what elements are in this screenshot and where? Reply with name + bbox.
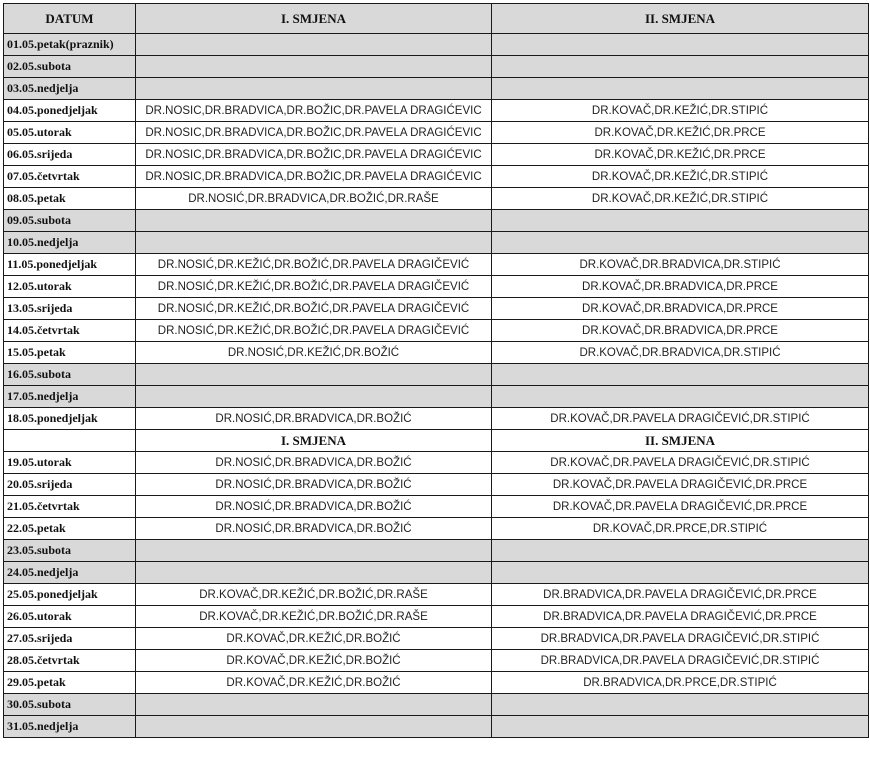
schedule-row (4, 628, 869, 650)
shift-2-cell: DR.BRADVICA,DR.PAVELA DRAGIČEVIĆ,DR.PRCE (492, 584, 869, 606)
shift-2-cell: DR.KOVAČ,DR.BRADVICA,DR.STIPIĆ (492, 342, 869, 364)
date-cell: 26.05.utorak (4, 606, 136, 628)
date-cell: 13.05.srijeda (4, 298, 136, 320)
shift-1-cell (136, 386, 492, 408)
shift-1-cell (136, 210, 492, 232)
header-row (4, 4, 869, 34)
schedule-row (4, 386, 869, 408)
schedule-row (4, 342, 869, 364)
date-cell: 03.05.nedjelja (4, 78, 136, 100)
shift-2-cell (492, 562, 869, 584)
subheader-body (4, 430, 869, 452)
header-datum: DATUM (4, 4, 136, 34)
shift-1-cell: DR.NOSIĆ,DR.BRADVICA,DR.BOŽIĆ (136, 518, 492, 540)
schedule-row (4, 584, 869, 606)
date-cell: 05.05.utorak (4, 122, 136, 144)
shift-1-cell: DR.NOSIC,DR.BRADVICA,DR.BOŽIC,DR.PAVELA DRAGIĆEVIC (136, 144, 492, 166)
shift-1-cell: DR.KOVAČ,DR.KEŽIĆ,DR.BOŽIĆ (136, 672, 492, 694)
shift-1-cell: DR.NOSIC,DR.BRADVICA,DR.BOŽIC,DR.PAVELA DRAGIĆEVIC (136, 166, 492, 188)
date-cell: 23.05.subota (4, 540, 136, 562)
shift-1-cell: DR.KOVAČ,DR.KEŽIĆ,DR.BOŽIĆ,DR.RAŠE (136, 606, 492, 628)
shift-2-cell: DR.BRADVICA,DR.PAVELA DRAGIČEVIĆ,DR.STIPIĆ (492, 650, 869, 672)
schedule-row (4, 298, 869, 320)
shift-2-cell: DR.KOVAČ,DR.PAVELA DRAGIČEVIĆ,DR.STIPIĆ (492, 408, 869, 430)
date-cell: 30.05.subota (4, 694, 136, 716)
date-cell: 17.05.nedjelja (4, 386, 136, 408)
shift-1-cell (136, 364, 492, 386)
header-shift-2: II. SMJENA (492, 4, 869, 34)
date-cell: 10.05.nedjelja (4, 232, 136, 254)
schedule-row (4, 408, 869, 430)
shift-1-cell (136, 56, 492, 78)
schedule-row (4, 716, 869, 738)
schedule-row (4, 496, 869, 518)
shift-2-cell: DR.KOVAČ,DR.KEŽIĆ,DR.STIPIĆ (492, 188, 869, 210)
schedule-row (4, 540, 869, 562)
date-cell: 07.05.četvrtak (4, 166, 136, 188)
schedule-row (4, 320, 869, 342)
shift-2-cell: DR.BRADVICA,DR.PAVELA DRAGIČEVIĆ,DR.STIPIĆ (492, 628, 869, 650)
date-cell: 31.05.nedjelja (4, 716, 136, 738)
shift-2-cell: DR.KOVAČ,DR.BRADVICA,DR.PRCE (492, 298, 869, 320)
date-cell: 02.05.subota (4, 56, 136, 78)
shift-2-cell: DR.KOVAČ,DR.PAVELA DRAGIČEVIĆ,DR.PRCE (492, 474, 869, 496)
date-cell: 09.05.subota (4, 210, 136, 232)
schedule-row (4, 144, 869, 166)
date-cell: 22.05.petak (4, 518, 136, 540)
schedule-row (4, 210, 869, 232)
schedule-row (4, 34, 869, 56)
date-cell: 16.05.subota (4, 364, 136, 386)
shift-1-cell: DR.NOSIC,DR.BRADVICA,DR.BOŽIC,DR.PAVELA DRAGIĆEVIC (136, 100, 492, 122)
shift-1-cell (136, 232, 492, 254)
date-cell: 12.05.utorak (4, 276, 136, 298)
shift-1-cell: DR.KOVAČ,DR.KEŽIĆ,DR.BOŽIĆ (136, 628, 492, 650)
date-cell: 25.05.ponedjeljak (4, 584, 136, 606)
shift-2-cell: DR.KOVAČ,DR.KEŽIĆ,DR.PRCE (492, 122, 869, 144)
date-cell: 11.05.ponedjeljak (4, 254, 136, 276)
date-cell: 19.05.utorak (4, 452, 136, 474)
shift-1-cell: DR.KOVAČ,DR.KEŽIĆ,DR.BOŽIĆ (136, 650, 492, 672)
shift-1-cell: DR.NOSIĆ,DR.BRADVICA,DR.BOŽIĆ (136, 452, 492, 474)
schedule-row (4, 166, 869, 188)
shift-1-cell (136, 562, 492, 584)
subheader-row (4, 430, 869, 452)
shift-1-cell: DR.KOVAČ,DR.KEŽIĆ,DR.BOŽIĆ,DR.RAŠE (136, 584, 492, 606)
shift-1-cell: DR.NOSIĆ,DR.KEŽIĆ,DR.BOŽIĆ,DR.PAVELA DRAGIČEVIĆ (136, 298, 492, 320)
date-cell: 08.05.petak (4, 188, 136, 210)
shift-2-cell: DR.KOVAČ,DR.PAVELA DRAGIČEVIĆ,DR.STIPIĆ (492, 452, 869, 474)
shift-1-cell (136, 34, 492, 56)
shift-2-cell: DR.KOVAČ,DR.PAVELA DRAGIČEVIĆ,DR.PRCE (492, 496, 869, 518)
shift-1-cell: DR.NOSIĆ,DR.KEŽIĆ,DR.BOŽIĆ,DR.PAVELA DRAGIČEVIĆ (136, 276, 492, 298)
schedule-row (4, 122, 869, 144)
date-cell: 15.05.petak (4, 342, 136, 364)
shift-2-cell (492, 716, 869, 738)
schedule-row (4, 78, 869, 100)
shift-2-cell: DR.KOVAČ,DR.KEŽIĆ,DR.PRCE (492, 144, 869, 166)
date-cell: 21.05.četvrtak (4, 496, 136, 518)
date-cell: 29.05.petak (4, 672, 136, 694)
shift-1-cell (136, 694, 492, 716)
shift-1-cell: DR.NOSIĆ,DR.BRADVICA,DR.BOŽIĆ (136, 408, 492, 430)
subheader-empty (4, 430, 136, 452)
shift-1-cell: DR.NOSIĆ,DR.BRADVICA,DR.BOŽIĆ (136, 474, 492, 496)
shift-2-cell: DR.KOVAČ,DR.BRADVICA,DR.PRCE (492, 276, 869, 298)
schedule-row (4, 100, 869, 122)
shift-2-cell: DR.KOVAČ,DR.KEŽIĆ,DR.STIPIĆ (492, 100, 869, 122)
schedule-row (4, 56, 869, 78)
date-cell: 28.05.četvrtak (4, 650, 136, 672)
schedule-row (4, 562, 869, 584)
shift-2-cell (492, 56, 869, 78)
date-cell: 24.05.nedjelja (4, 562, 136, 584)
schedule-row (4, 606, 869, 628)
schedule-row (4, 650, 869, 672)
subheader-shift-2: II. SMJENA (492, 430, 869, 452)
shift-2-cell (492, 540, 869, 562)
shift-1-cell: DR.NOSIĆ,DR.BRADVICA,DR.BOŽIĆ (136, 496, 492, 518)
shift-1-cell (136, 716, 492, 738)
date-cell: 06.05.srijeda (4, 144, 136, 166)
schedule-row (4, 276, 869, 298)
date-cell: 14.05.četvrtak (4, 320, 136, 342)
header-shift-1: I. SMJENA (136, 4, 492, 34)
shift-1-cell (136, 540, 492, 562)
schedule-body-first (4, 4, 869, 430)
shift-2-cell: DR.KOVAČ,DR.BRADVICA,DR.PRCE (492, 320, 869, 342)
date-cell: 18.05.ponedjeljak (4, 408, 136, 430)
shift-1-cell: DR.NOSIĆ,DR.BRADVICA,DR.BOŽIĆ,DR.RAŠE (136, 188, 492, 210)
schedule-row (4, 364, 869, 386)
shift-2-cell: DR.KOVAČ,DR.PRCE,DR.STIPIĆ (492, 518, 869, 540)
schedule-row (4, 672, 869, 694)
shift-2-cell (492, 34, 869, 56)
schedule-row (4, 694, 869, 716)
shift-1-cell: DR.NOSIĆ,DR.KEŽIĆ,DR.BOŽIĆ (136, 342, 492, 364)
shift-schedule-table (3, 3, 869, 738)
schedule-row (4, 452, 869, 474)
date-cell: 04.05.ponedjeljak (4, 100, 136, 122)
schedule-row (4, 254, 869, 276)
shift-2-cell (492, 694, 869, 716)
subheader-shift-1: I. SMJENA (136, 430, 492, 452)
schedule-body-second (4, 452, 869, 738)
date-cell: 20.05.srijeda (4, 474, 136, 496)
shift-2-cell: DR.KOVAČ,DR.BRADVICA,DR.STIPIĆ (492, 254, 869, 276)
shift-1-cell (136, 78, 492, 100)
date-cell: 27.05.srijeda (4, 628, 136, 650)
shift-2-cell (492, 210, 869, 232)
schedule-row (4, 232, 869, 254)
shift-2-cell: DR.BRADVICA,DR.PRCE,DR.STIPIĆ (492, 672, 869, 694)
shift-1-cell: DR.NOSIC,DR.BRADVICA,DR.BOŽIC,DR.PAVELA DRAGIĆEVIC (136, 122, 492, 144)
shift-2-cell (492, 364, 869, 386)
shift-2-cell (492, 232, 869, 254)
shift-2-cell: DR.KOVAČ,DR.KEŽIĆ,DR.STIPIĆ (492, 166, 869, 188)
schedule-row (4, 518, 869, 540)
shift-1-cell: DR.NOSIĆ,DR.KEŽIĆ,DR.BOŽIĆ,DR.PAVELA DRAGIČEVIĆ (136, 254, 492, 276)
shift-2-cell (492, 386, 869, 408)
schedule-row (4, 474, 869, 496)
shift-2-cell: DR.BRADVICA,DR.PAVELA DRAGIČEVIĆ,DR.PRCE (492, 606, 869, 628)
schedule-row (4, 188, 869, 210)
shift-1-cell: DR.NOSIĆ,DR.KEŽIĆ,DR.BOŽIĆ,DR.PAVELA DRAGIČEVIĆ (136, 320, 492, 342)
shift-2-cell (492, 78, 869, 100)
date-cell: 01.05.petak(praznik) (4, 34, 136, 56)
